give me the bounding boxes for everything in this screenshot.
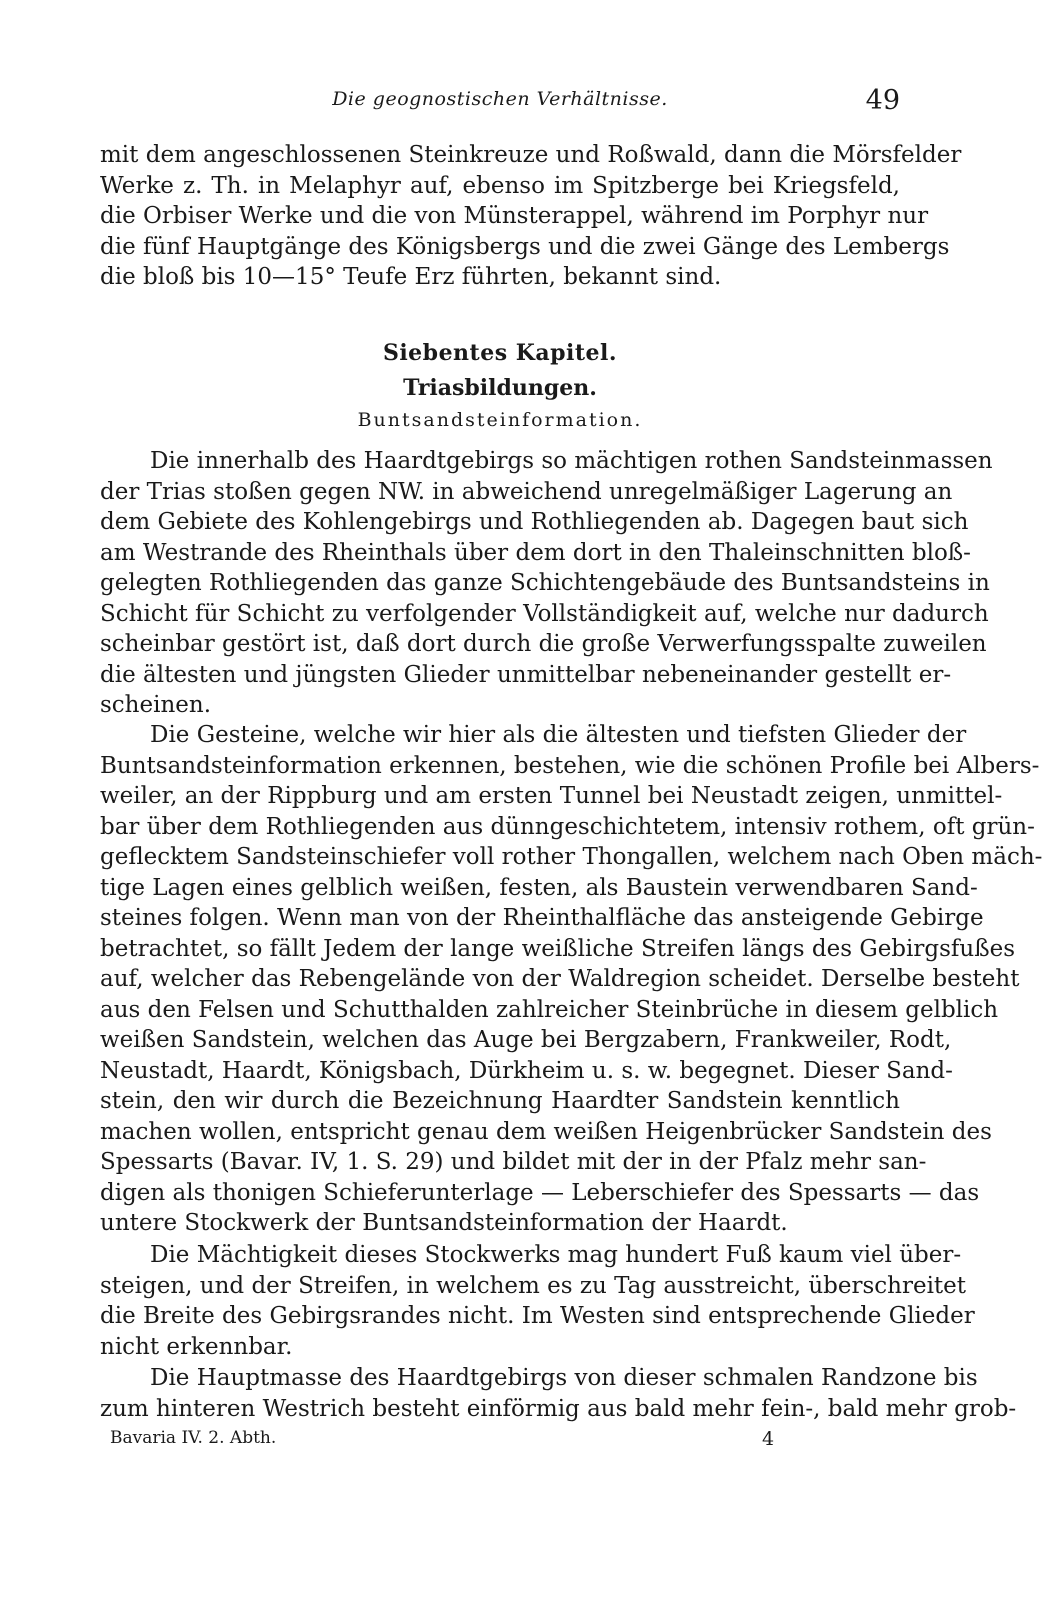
text-line: tige Lagen eines gelblich weißen, festen, als Baustein verwendbaren Sand-: [100, 874, 978, 901]
text-line: Die Hauptmasse des Haardtgebirgs von dieser schmalen Randzone bis: [150, 1365, 978, 1391]
paragraph-3: [100, 1240, 975, 1362]
text-line: weißen Sandstein, welchen das Auge bei Bergzabern, Frankweiler, Rodt,: [100, 1027, 952, 1053]
text-line: Die Mächtigkeit dieses Stockwerks mag hundert Fuß kaum viel über-: [150, 1242, 962, 1268]
intro-paragraph: [100, 140, 962, 293]
text-line: gelegten Rothliegenden das ganze Schichtengebäude des Buntsandsteins in: [100, 570, 990, 596]
page-footer: [110, 1428, 790, 1458]
text-line: Die Gesteine, welche wir hier als die ältesten und tiefsten Glieder der: [150, 722, 967, 748]
text-line: weiler, an der Rippburg und am ersten Tunnel bei Neustadt zeigen, unmittel-: [100, 783, 1003, 809]
text-line: die Orbiser Werke und die von Münsterappel, während im Porphyr nur: [100, 203, 929, 229]
text-line: untere Stockwerk der Buntsandsteinformation der Haardt.: [100, 1210, 788, 1236]
running-title: Die geognostischen Verhältnisse.: [332, 88, 668, 110]
text-line: geflecktem Sandsteinschiefer voll rother Thongallen, welchem nach Oben mäch-: [100, 844, 1042, 870]
text-line: Schicht für Schicht zu verfolgender Vollständigkeit auf, welche nur dadurch: [100, 600, 989, 627]
text-line: am Westrande des Rheinthals über dem dort in den Thaleinschnitten bloß-: [100, 539, 971, 566]
text-line: mit dem angeschlossenen Steinkreuze und Roßwald, dann die Mörsfelder: [100, 142, 962, 168]
text-line: Werke z. Th. in Melaphyr auf, ebenso im Spitzberge bei Kriegsfeld,: [100, 172, 900, 199]
subsection-title: Buntsandsteinformation.: [357, 409, 643, 431]
text-line: Neustadt, Haardt, Königsbach, Dürkheim u. s. w. begegnet. Dieser Sand-: [100, 1057, 953, 1084]
text-line: bar über dem Rothliegenden aus dünngeschichtetem, intensiv rothem, oft grün-: [100, 813, 1035, 840]
text-line: steigen, und der Streifen, in welchem es zu Tag ausstreicht, überschreitet: [100, 1272, 967, 1299]
text-line: dem Gebiete des Kohlengebirgs und Rothliegenden ab. Dagegen baut sich: [100, 509, 969, 535]
paragraph-1: [100, 446, 993, 721]
sheet-number: 4: [762, 1428, 775, 1450]
text-line: scheinbar gestört ist, daß dort durch die große Verwerfungsspalte zuweilen: [100, 631, 987, 657]
section-title: Triasbildungen.: [403, 375, 597, 401]
text-line: digen als thonigen Schieferunterlage — Leberschiefer des Spessarts — das: [100, 1179, 980, 1206]
text-line: Spessarts (Bavar. IV, 1. S. 29) und bildet mit der in der Pfalz mehr san-: [100, 1149, 927, 1175]
text-line: machen wollen, entspricht genau dem weißen Heigenbrücker Sandstein des: [100, 1118, 992, 1145]
text-line: die ältesten und jüngsten Glieder unmittelbar nebeneinander gestellt er-: [100, 661, 952, 688]
text-line: die fünf Hauptgänge des Königsbergs und die zwei Gänge des Lembergs: [100, 233, 950, 260]
paragraph-2: [100, 720, 1042, 1239]
page-number: 49: [865, 85, 900, 116]
text-line: zum hinteren Westrich besteht einförmig aus bald mehr fein-, bald mehr grob-: [100, 1395, 1017, 1422]
text-line: aus den Felsen und Schutthalden zahlreicher Steinbrüche in diesem gelblich: [100, 996, 999, 1023]
text-line: steines folgen. Wenn man von der Rheinthalfläche das ansteigende Gebirge: [100, 905, 984, 931]
text-line: der Trias stoßen gegen NW. in abweichend unregelmäßiger Lagerung an: [100, 478, 953, 505]
paragraph-4: [100, 1363, 1017, 1424]
text-line: stein, den wir durch die Bezeichnung Haardter Sandstein kenntlich: [100, 1088, 900, 1114]
page-header: [100, 85, 900, 128]
printer-signature: Bavaria IV. 2. Abth.: [110, 1428, 277, 1448]
text-line: die Breite des Gebirgsrandes nicht. Im Westen sind entsprechende Glieder: [100, 1303, 975, 1329]
text-line: scheinen.: [100, 692, 212, 718]
text-line: nicht erkennbar.: [100, 1333, 293, 1360]
text-line: betrachtet, so fällt Jedem der lange weißliche Streifen längs des Gebirgsfußes: [100, 935, 1016, 962]
text-line: die bloß bis 10—15° Teufe Erz führten, bekannt sind.: [100, 264, 722, 290]
text-line: Die innerhalb des Haardtgebirgs so mächtigen rothen Sandsteinmassen: [150, 448, 993, 474]
chapter-title: Siebentes Kapitel.: [382, 340, 618, 366]
text-line: Buntsandsteinformation erkennen, bestehen, wie die schönen Profile bei Albers-: [100, 752, 1040, 779]
text-line: auf, welcher das Rebengelände von der Waldregion scheidet. Derselbe besteht: [100, 966, 1020, 992]
